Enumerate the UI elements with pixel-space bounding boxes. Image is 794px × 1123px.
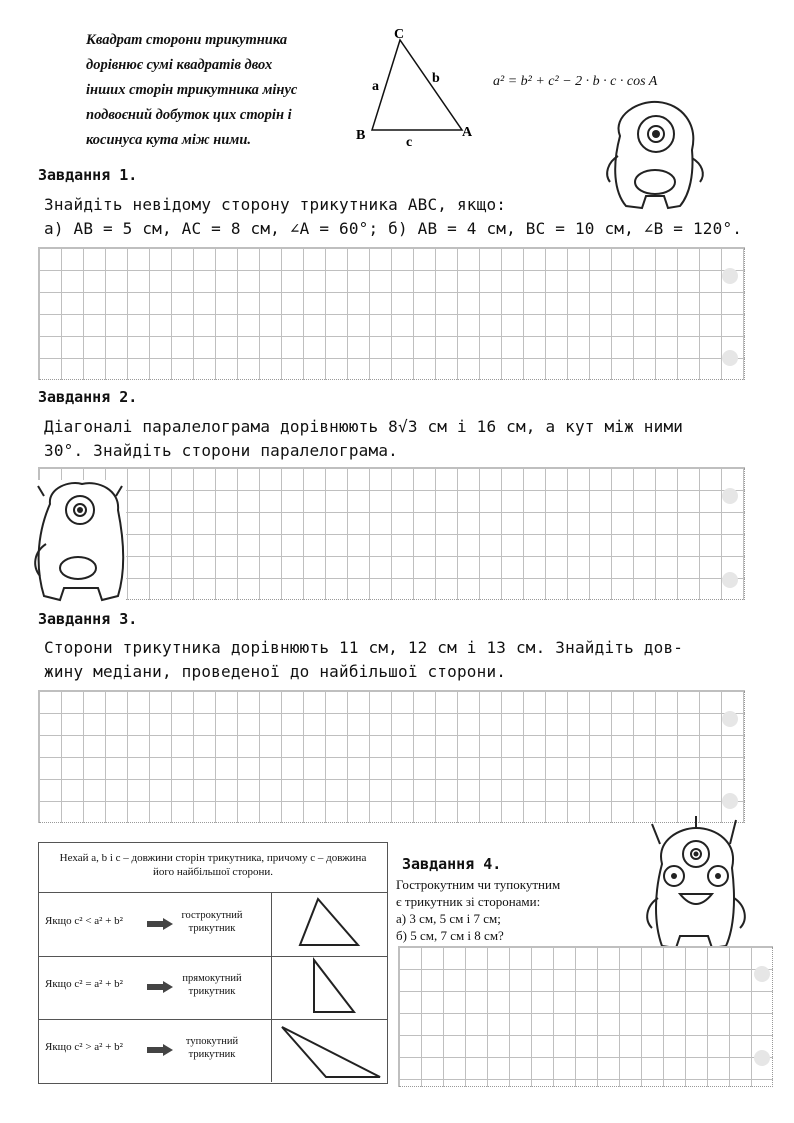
answer-grid-1[interactable] xyxy=(38,247,745,380)
condition-text: Якщо c² > a² + b² xyxy=(45,1041,123,1053)
triangle-type-table xyxy=(38,842,388,1084)
table-caption-line: Нехай a, b і c – довжини сторін трикутника, причому c – довжина xyxy=(59,852,367,864)
task-1-line: а) AB = 5 см, AC = 8 см, ∠A = 60°; б) AB = 4 см, BC = 10 см, ∠B = 120°. xyxy=(44,219,743,238)
triangle-diagram xyxy=(350,24,480,152)
theorem-text xyxy=(86,28,341,153)
punch-hole xyxy=(722,350,738,366)
task-4-line: а) 3 см, 5 см і 7 см; xyxy=(396,911,501,926)
arrow-right-icon xyxy=(147,981,173,993)
table-caption xyxy=(39,843,387,893)
theorem-line: подвоєний добуток цих сторін і xyxy=(86,107,292,123)
task-2-text xyxy=(44,415,754,463)
punch-hole xyxy=(754,1050,770,1066)
condition-text: Якщо c² < a² + b² xyxy=(45,915,123,927)
task-3-line: жину медіани, проведеної до найбільшої сторони. xyxy=(44,662,507,681)
result-line: трикутник xyxy=(188,986,236,997)
answer-grid-2[interactable] xyxy=(38,467,745,600)
table-row xyxy=(39,1019,387,1082)
result-text xyxy=(177,1035,247,1061)
monster-illustration xyxy=(636,814,756,954)
result-line: прямокутний xyxy=(182,973,242,984)
result-text xyxy=(177,972,247,998)
result-line: трикутник xyxy=(188,923,236,934)
answer-grid-3[interactable] xyxy=(38,690,745,823)
table-row xyxy=(39,893,387,957)
task-2-heading: Завдання 2. xyxy=(38,388,138,406)
answer-grid-4[interactable] xyxy=(398,946,773,1087)
cosine-law-formula: a² = b² + c² − 2 · b · c · cos A xyxy=(493,74,658,89)
task-4-heading: Завдання 4. xyxy=(402,855,502,873)
task-2-line: 30°. Знайдіть сторони паралелограма. xyxy=(44,441,398,460)
task-3-text xyxy=(44,636,754,684)
vertex-b-label: B xyxy=(356,128,366,143)
monster-illustration xyxy=(30,480,130,605)
punch-hole xyxy=(722,711,738,727)
result-text xyxy=(177,909,247,935)
task-3-line: Сторони трикутника дорівнюють 11 см, 12 см і 13 см. Знайдіть дов- xyxy=(44,638,684,657)
task-3-heading: Завдання 3. xyxy=(38,610,138,628)
task-4-line: є трикутник зі сторонами: xyxy=(396,894,541,909)
result-line: гострокутний xyxy=(181,910,243,921)
acute-triangle-shape xyxy=(271,893,388,956)
right-triangle-shape xyxy=(271,956,388,1019)
table-row xyxy=(39,956,387,1020)
condition-text: Якщо c² = a² + b² xyxy=(45,978,123,990)
obtuse-triangle-shape xyxy=(271,1019,388,1082)
task-1-text xyxy=(44,193,754,241)
task-4-text xyxy=(396,876,628,944)
task-1-line: Знайдіть невідому сторону трикутника ABC, якщо: xyxy=(44,195,507,214)
punch-hole xyxy=(722,793,738,809)
arrow-right-icon xyxy=(147,1044,173,1056)
side-b-label: b xyxy=(432,71,440,86)
punch-hole xyxy=(722,268,738,284)
task-4-line: б) 5 см, 7 см і 8 см? xyxy=(396,928,504,943)
task-2-line: Діагоналі паралелограма дорівнюють 8√3 см і 16 см, а кут між ними xyxy=(44,417,684,436)
theorem-line: косинуса кута між ними. xyxy=(86,132,252,148)
table-caption-line: його найбільшої сторони. xyxy=(152,866,274,878)
punch-hole xyxy=(722,572,738,588)
theorem-line: Квадрат сторони трикутника xyxy=(86,32,288,48)
side-c-label: c xyxy=(406,135,413,150)
theorem-line: інших сторін трикутника мінус xyxy=(86,82,298,98)
theorem-line: дорівнює сумі квадратів двох xyxy=(86,57,273,73)
arrow-right-icon xyxy=(147,918,173,930)
result-line: тупокутний xyxy=(185,1036,239,1047)
side-a-label: a xyxy=(372,79,379,94)
task-4-line: Гострокутним чи тупокутним xyxy=(396,877,561,892)
vertex-c-label: C xyxy=(394,27,405,42)
punch-hole xyxy=(722,488,738,504)
punch-hole xyxy=(754,966,770,982)
task-1-heading: Завдання 1. xyxy=(38,166,138,184)
result-line: трикутник xyxy=(188,1049,236,1060)
vertex-a-label: A xyxy=(462,125,473,140)
